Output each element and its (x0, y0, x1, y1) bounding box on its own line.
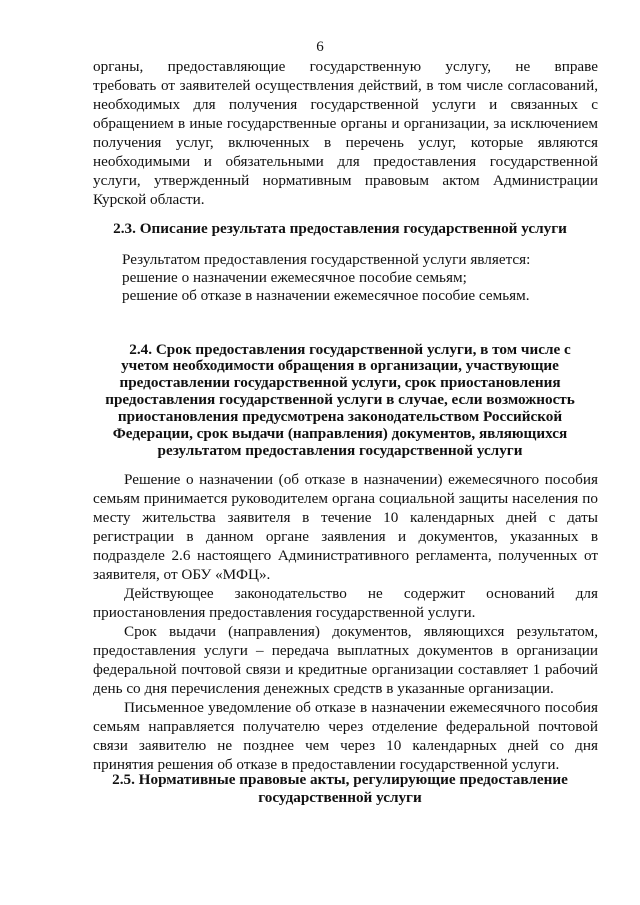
paragraph-line: Курской области. (93, 191, 205, 208)
paragraph-line: принятия решения об отказе в предоставлении государственной услуги. (93, 756, 560, 773)
paragraph-line: заявителя, от ОБУ «МФЦ». (93, 566, 271, 583)
paragraph-line: семьям принимается руководителем органа социальной защиты населения по (93, 490, 598, 507)
paragraph-line: необходимыми и обязательными для предоставления государственной (93, 153, 598, 170)
paragraph-line: обращением в иные государственные органы и организации, за исключением (93, 115, 598, 132)
paragraph-line: приостановления предоставления государственной услуги. (93, 604, 476, 621)
paragraph-line: Результатом предоставления государственной услуги является: (122, 251, 531, 268)
paragraph-line: предоставления услуги – передача выплатных документов в организации (93, 642, 598, 659)
paragraph-line: Срок выдачи (направления) документов, являющихся результатом, (124, 623, 598, 640)
paragraph-line: семьям направляется получателю через отделение федеральной почтовой (93, 718, 598, 735)
paragraph-line: необходимых для получения государственной услуги и связанных с (93, 96, 598, 113)
paragraph-line: решение о назначении ежемесячное пособие семьям; (122, 269, 467, 286)
paragraph-line: требовать от заявителей осуществления действий, в том числе согласований, (93, 77, 598, 94)
heading-line: результатом предоставления государственной услуги (157, 442, 523, 459)
paragraph-line: Решение о назначении (об отказе в назначении) ежемесячного пособия (124, 471, 598, 488)
paragraph-line: связи заявителю не позднее чем через 10 календарных дней со дня (93, 737, 598, 754)
paragraph-line: подразделе 2.6 настоящего Административного регламента, полученных от (93, 547, 598, 564)
heading-line: предоставлении государственной услуги, срок приостановления (119, 374, 561, 391)
section-heading-2-3: 2.3. Описание результата предоставления государственной услуги (113, 220, 567, 237)
paragraph-line: органы, предоставляющие государственную услугу, не вправе (93, 58, 598, 75)
heading-line: предоставления государственной услуги в случае, если возможность (105, 391, 575, 408)
paragraph-line: федеральной почтовой связи и кредитные организации составляет 1 рабочий (93, 661, 598, 678)
paragraph-line: Письменное уведомление об отказе в назначении ежемесячного пособия (124, 699, 598, 716)
paragraph-line: услуги, утвержденный нормативным правовым актом Администрации (93, 172, 598, 189)
paragraph-line: решение об отказе в назначении ежемесячное пособие семьям. (122, 287, 530, 304)
heading-line: 2.5. Нормативные правовые акты, регулирующие предоставление (112, 771, 568, 788)
paragraph-line: Действующее законодательство не содержит оснований для (124, 585, 598, 602)
heading-line: 2.4. Срок предоставления государственной услуги, в том числе с (129, 341, 571, 358)
heading-line: государственной услуги (258, 789, 422, 806)
heading-line: учетом необходимости обращения в организации, участвующие (121, 357, 559, 374)
paragraph-line: регистрации в данном органе заявления и документов, указанных в (93, 528, 598, 545)
paragraph-line: день со дня перечисления денежных средств в указанные организации. (93, 680, 554, 697)
paragraph-line: месту жительства заявителя в течение 10 календарных дней с даты (93, 509, 598, 526)
paragraph-line: получения услуг, включенных в перечень услуг, которые являются (93, 134, 598, 151)
heading-line: Федерации, срок выдачи (направления) документов, являющихся (112, 425, 568, 442)
page-number: 6 (316, 39, 324, 55)
heading-line: приостановления предусмотрена законодательством Российской (117, 408, 563, 425)
